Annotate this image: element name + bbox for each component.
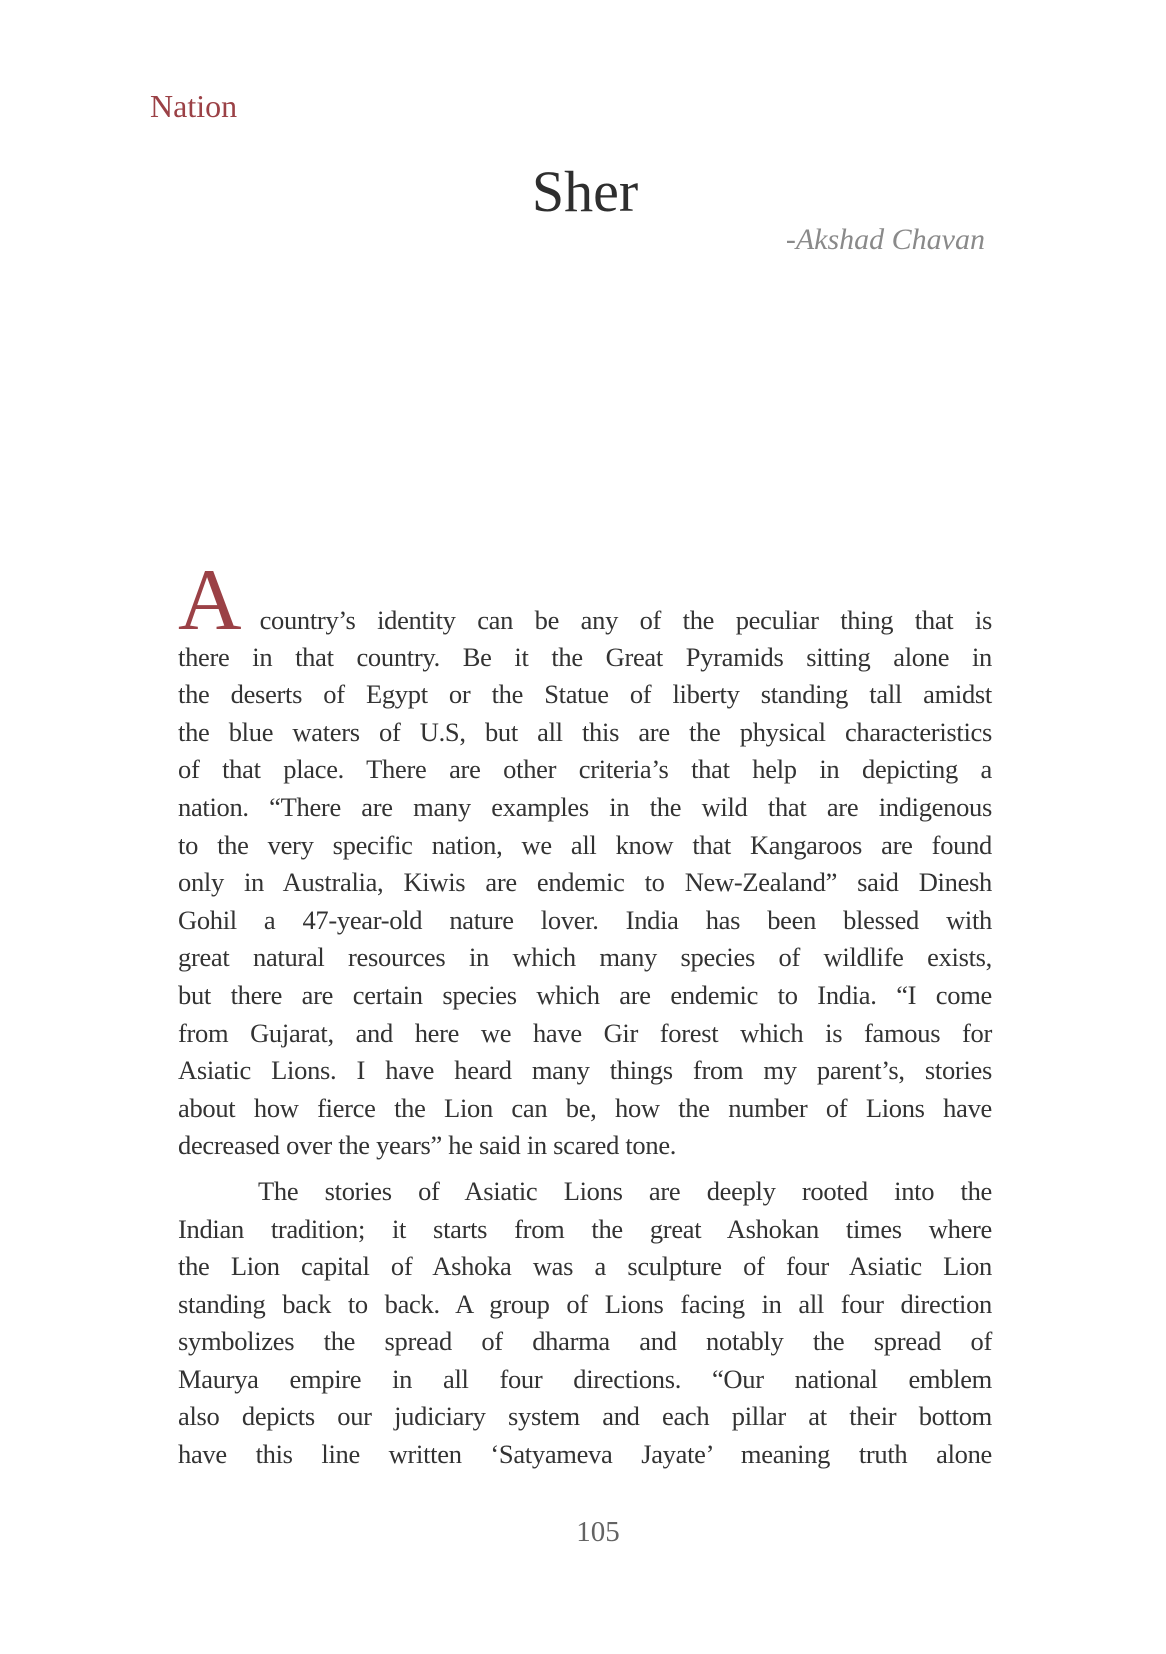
text-line: Acountry’s identity can be any of the peculiar thing that is [178,552,992,649]
text-line: decreased over the years” he said in scared tone. [178,1130,677,1161]
text-line: from Gujarat, and here we have Gir forest which is famous for [178,1017,992,1048]
text-line: the blue waters of U.S, but all this are the physical characteristics [178,716,992,747]
text-line: The stories of Asiatic Lions are deeply rooted into the [258,1175,992,1206]
opening-paragraph [178,552,992,1165]
article-title: Sher [531,159,639,224]
text-line: also depicts our judiciary system and each pillar at their bottom [178,1401,992,1432]
text-line: of that place. There are other criteria’s that help in depicting a [178,754,992,785]
text-line: nation. “There are many examples in the wild that are indigenous [178,791,992,822]
text-line: to the very specific nation, we all know that Kangaroos are found [178,829,992,860]
text-line: have this line written ‘Satyameva Jayate’ meaning truth alone [178,1439,992,1470]
text-line: only in Australia, Kiwis are endemic to New-Zealand” said Dinesh [178,867,992,898]
text-line: Maurya empire in all four directions. “Our national emblem [178,1363,992,1394]
text-line: about how fierce the Lion can be, how the number of Lions have [178,1092,992,1123]
text-line: Indian tradition; it starts from the great Ashokan times where [178,1213,992,1244]
second-paragraph [178,1173,992,1474]
drop-cap: A [178,552,242,649]
text-line: the deserts of Egypt or the Statue of liberty standing tall amidst [178,679,992,710]
text-line: there in that country. Be it the Great Pyramids sitting alone in [178,641,992,672]
article-body [178,552,992,1474]
article-byline: -Akshad Chavan [785,223,985,256]
section-header: Nation [150,88,238,124]
text-line: standing back to back. A group of Lions facing in all four direction [178,1288,992,1319]
text-line: symbolizes the spread of dharma and notably the spread of [178,1326,992,1357]
text-line: great natural resources in which many species of wildlife exists, [178,942,992,973]
text-line: but there are certain species which are endemic to India. “I come [178,979,992,1010]
page-number: 105 [576,1516,620,1548]
text-line: the Lion capital of Ashoka was a sculpture of four Asiatic Lion [178,1251,992,1282]
text-line: Gohil a 47-year-old nature lover. India has been blessed with [178,904,992,935]
text-line: Asiatic Lions. I have heard many things from my parent’s, stories [178,1055,992,1086]
